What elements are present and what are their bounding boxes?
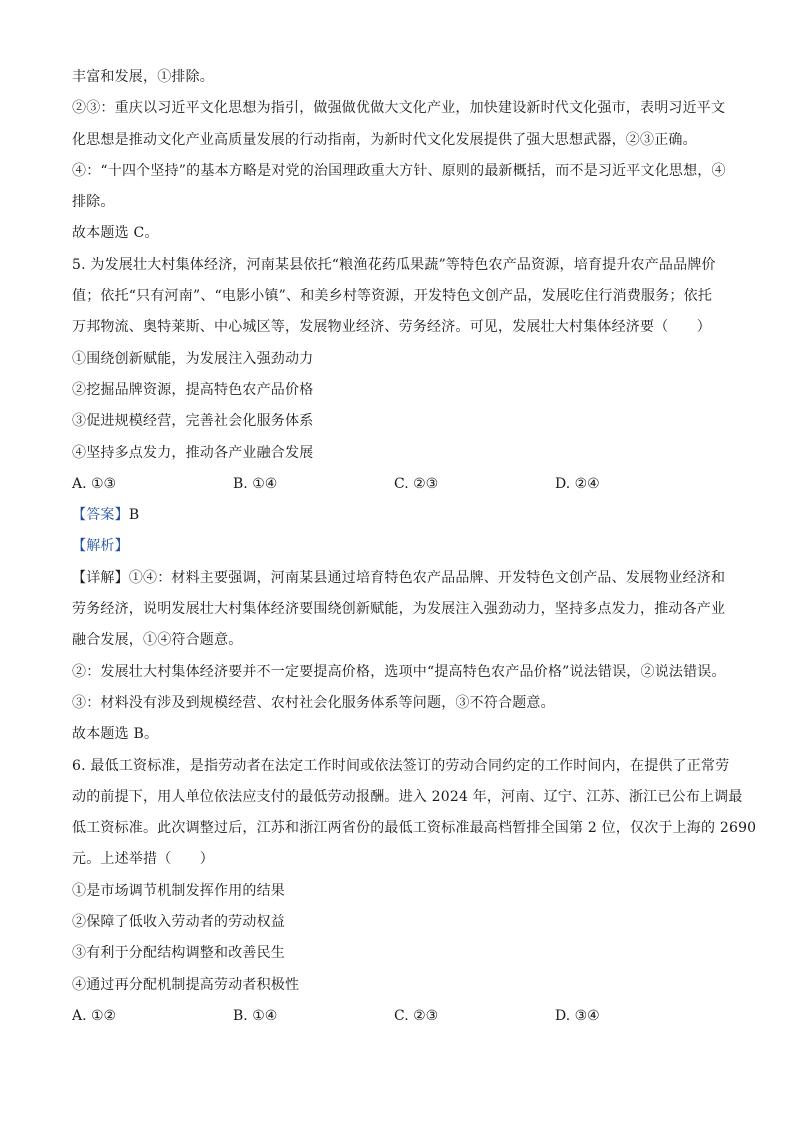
q5-analysis-tag: 【解析】 xyxy=(72,538,129,555)
answer-tag: 【答案】 xyxy=(72,507,129,524)
q5-conclusion: 故本题选 B。 xyxy=(72,726,159,743)
q5-detail-line-3: 融合发展，①④符合题意。 xyxy=(72,632,243,649)
q6-choice-d: D. ③④ xyxy=(555,1007,600,1024)
detail-text: ①④：材料主要强调，河南某县通过培育特色农产品品牌、开发特色文创产品、发展物业经济和 xyxy=(128,569,726,586)
q6-choice-a: A. ①② xyxy=(72,1007,117,1024)
q6-stem-line-4: 元。上述举措（ ） xyxy=(72,851,214,868)
prev-conclusion: 故本题选 C。 xyxy=(72,225,159,242)
answer-value: B xyxy=(128,507,140,524)
q6-stem-line-3: 低工资标准。此次调整过后，江苏和浙江两省份的最低工资标准最高档暂排全国第 2 位，仅次于上海的 2690 xyxy=(72,820,757,837)
q5-detail-line-1 xyxy=(72,563,724,594)
q5-detail-line-2: 劳务经济，说明发展壮大村集体经济要围绕创新赋能，为发展注入强劲动力，坚持多点发力，推动各产业 xyxy=(72,601,726,618)
prev-explanation-line-4: ④：“十四个坚持”的基本方略是对党的治国理政重大方针、原则的最新概括，而不是习近平文化思想，④ xyxy=(72,162,726,179)
q5-choices xyxy=(72,469,724,500)
prev-explanation-line-2: ②③：重庆以习近平文化思想为指引，做强做优做大文化产业，加快建设新时代文化强市，表明习近平文 xyxy=(72,100,726,117)
q5-detail-line-4: ②：发展壮大村集体经济要并不一定要提高价格，选项中“提高特色农产品价格”说法错误，②说法错误。 xyxy=(72,663,726,680)
q6-option-2: ②保障了低收入劳动者的劳动权益 xyxy=(72,914,285,931)
q5-option-3: ③促进规模经营，完善社会化服务体系 xyxy=(72,413,314,430)
q5-stem-line-2: 值；依托“只有河南”、“电影小镇”、和美乡村等资源，开发特色文创产品，发展吃住行消费服务；依托 xyxy=(72,288,713,305)
q5-stem-line-3: 万邦物流、奥特莱斯、中心城区等，发展物业经济、劳务经济。可见，发展壮大村集体经济要（ ） xyxy=(72,319,711,336)
q5-option-1: ①围绕创新赋能，为发展注入强劲动力 xyxy=(72,350,314,367)
document-body xyxy=(72,62,757,1032)
prev-explanation-line-5: 排除。 xyxy=(72,194,115,211)
q6-stem-line-1: 6. 最低工资标准，是指劳动者在法定工作时间或依法签订的劳动合同约定的工作时间内，在提供了正常劳 xyxy=(72,757,730,774)
q5-option-4: ④坚持多点发力，推动各产业融合发展 xyxy=(72,444,314,461)
q6-option-4: ④通过再分配机制提高劳动者积极性 xyxy=(72,976,300,993)
prev-explanation-line-3: 化思想是推动文化产业高质量发展的行动指南，为新时代文化发展提供了强大思想武器，②③正确。 xyxy=(72,131,697,148)
q6-choice-b: B. ①④ xyxy=(233,1007,278,1024)
q5-detail-line-5: ③：材料没有涉及到规模经营、农村社会化服务体系等问题，③不符合题意。 xyxy=(72,694,555,711)
q5-stem-line-1: 5. 为发展壮大村集体经济，河南某县依托“粮渔花药瓜果蔬”等特色农产品资源，培育提升农产品品牌价 xyxy=(72,256,716,273)
q6-stem-line-2: 动的前提下，用人单位依法应支付的最低劳动报酬。进入 2024 年，河南、辽宁、江苏、浙江已公布上调最 xyxy=(72,788,743,805)
q5-choice-b: B. ①④ xyxy=(233,475,278,492)
q6-choice-c: C. ②③ xyxy=(394,1007,439,1024)
detail-tag: 【详解】 xyxy=(72,569,129,586)
q6-option-3: ③有利于分配结构调整和改善民生 xyxy=(72,945,285,962)
q5-answer xyxy=(72,500,724,531)
q6-option-1: ①是市场调节机制发挥作用的结果 xyxy=(72,882,285,899)
q5-option-2: ②挖掘品牌资源，提高特色农产品价格 xyxy=(72,381,314,398)
q5-choice-a: A. ①③ xyxy=(72,475,117,492)
q5-choice-d: D. ②④ xyxy=(555,475,600,492)
q6-choices xyxy=(72,1001,724,1032)
prev-explanation-line-1: 丰富和发展，①排除。 xyxy=(72,69,214,85)
q5-choice-c: C. ②③ xyxy=(394,475,439,492)
